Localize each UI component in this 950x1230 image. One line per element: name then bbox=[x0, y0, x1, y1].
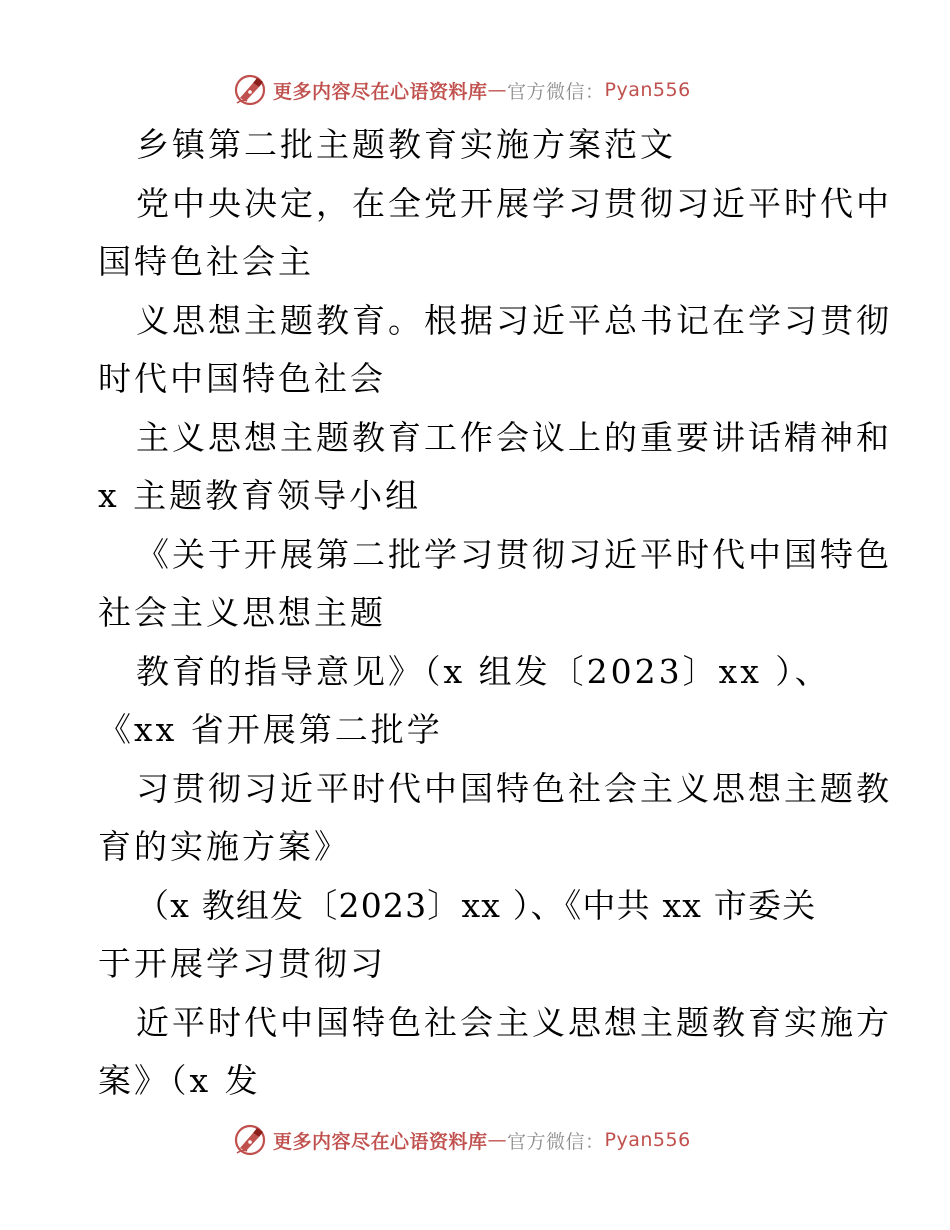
watermark-main-text: 更多内容尽在心语资料库 bbox=[273, 1130, 488, 1153]
watermark-dash: — bbox=[487, 79, 508, 101]
watermark-footer bbox=[233, 1120, 753, 1160]
paragraph-line: 社会主义思想主题 bbox=[98, 593, 386, 632]
watermark-wechat-id: Pyan556 bbox=[604, 79, 691, 101]
paragraph-line: 党中央决定，在全党开展学习贯彻习近平时代中 bbox=[136, 183, 892, 223]
paragraph-line: 《xx 省开展第二批学 bbox=[98, 710, 443, 749]
paragraph-line: （x 教组发〔2023〕xx ）、《中共 xx 市委关 bbox=[136, 885, 817, 925]
watermark-header bbox=[233, 70, 753, 110]
paragraph-line: 《关于开展第二批学习贯彻习近平时代中国特色 bbox=[136, 534, 892, 574]
paragraph-line: 近平时代中国特色社会主义思想主题教育实施方 bbox=[136, 1002, 892, 1042]
paragraph-line: 义思想主题教育。根据习近平总书记在学习贯彻 bbox=[136, 300, 892, 340]
watermark-main-text: 更多内容尽在心语资料库 bbox=[273, 80, 488, 103]
watermark-label: 官方微信： bbox=[507, 1130, 605, 1153]
document-title: 乡镇第二批主题教育实施方案范文 bbox=[136, 125, 676, 164]
paragraph-line: 案》（x 发 bbox=[98, 1061, 261, 1100]
paragraph-line: 教育的指导意见》（x 组发〔2023〕xx ）、 bbox=[136, 651, 831, 691]
paragraph-line: 习贯彻习近平时代中国特色社会主义思想主题教 bbox=[136, 768, 892, 808]
paragraph-line: 国特色社会主 bbox=[98, 242, 314, 281]
paragraph-line: 于开展学习贯彻习 bbox=[98, 944, 386, 983]
watermark-label: 官方微信： bbox=[507, 80, 605, 103]
document-body bbox=[98, 116, 892, 1111]
pen-nib-logo-icon bbox=[233, 1123, 267, 1157]
watermark-wechat-id: Pyan556 bbox=[604, 1129, 691, 1151]
paragraph-line: 时代中国特色社会 bbox=[98, 359, 386, 398]
paragraph-line: 育的实施方案》 bbox=[98, 827, 350, 866]
watermark-dash: — bbox=[487, 1129, 508, 1151]
pen-nib-logo-icon bbox=[233, 73, 267, 107]
paragraph-line: 主义思想主题教育工作会议上的重要讲话精神和 bbox=[136, 417, 892, 457]
paragraph-line: x 主题教育领导小组 bbox=[98, 476, 422, 515]
